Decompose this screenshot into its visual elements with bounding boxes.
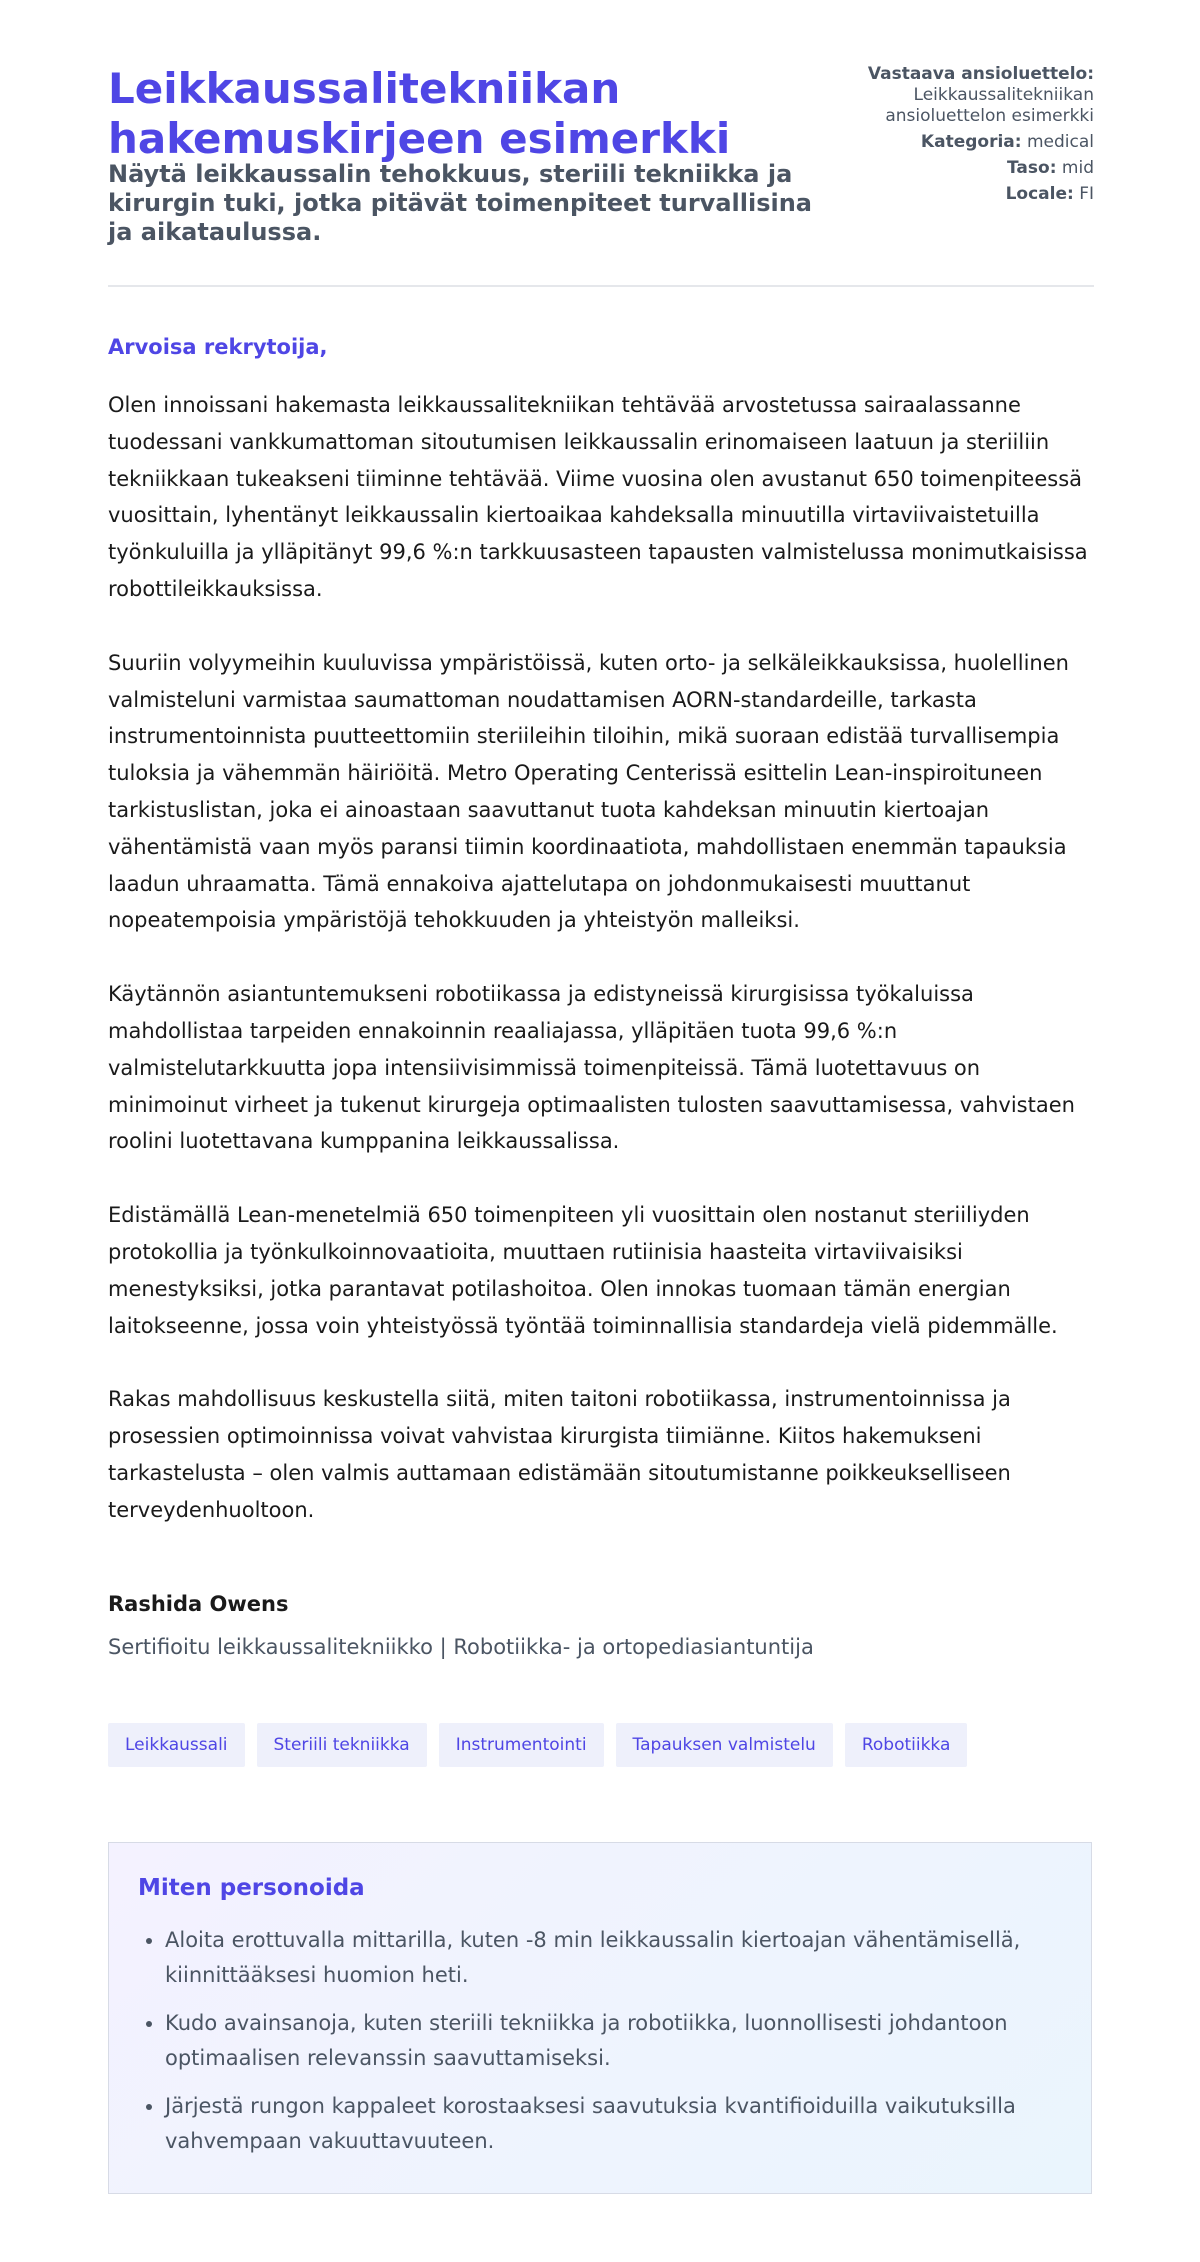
letter-greeting: Arvoisa rekrytoija, — [108, 335, 328, 359]
cover-letter-page — [108, 0, 1094, 2153]
meta-category-label: Kategoria: — [920, 132, 1022, 152]
meta-locale-value: FI — [1079, 184, 1094, 204]
skill-tags — [108, 1723, 967, 1767]
meta-resume-label: Vastaava ansioluettelo: — [867, 64, 1094, 84]
signature-name: Rashida Owens — [108, 1592, 289, 1616]
meta-resume-value[interactable]: Leikkaussalitekniikan ansioluettelon esimerkki — [885, 85, 1094, 126]
meta-locale — [814, 184, 1094, 205]
meta-level-value: mid — [1061, 158, 1094, 178]
letter-paragraph: Rakas mahdollisuus keskustella siitä, miten taitoni robotiikassa, instrumentoinnissa ja prosessien optimoinnissa voivat vahvistaa kirurgista tiimiänne. Kiitos hakemukseni tarkastelusta – olen valmis auttamaan edistämään sitoutumistanne poikkeukselliseen terveydenhuoltoon. — [108, 1387, 1011, 1522]
tips-list-item: • Kudo avainsanoja, kuten steriili tekniikka ja robotiikka, luonnollisesti johdantoon optimaalisen relevanssin saavuttamiseksi. — [165, 2006, 1085, 2076]
tips-title: Miten personoida — [138, 1875, 365, 1901]
tips-list — [135, 1923, 1085, 2172]
page-header — [108, 0, 1094, 287]
meta-resume — [814, 64, 1094, 127]
tips-list-item: • Järjestä rungon kappaleet korostaaksesi saavutuksia kvantifioiduilla vaikutuksilla vahvempaan vakuuttavuuteen. — [165, 2089, 1085, 2159]
meta-panel — [814, 64, 1094, 210]
tips-list-item: • Aloita erottuvalla mittarilla, kuten -8 min leikkaussalin kiertoajan vähentämisellä, kiinnittääksesi huomion heti. — [165, 1923, 1085, 1993]
meta-level — [814, 158, 1094, 179]
skill-tag[interactable]: Leikkaussali — [108, 1723, 245, 1767]
letter-paragraph: Suuriin volyymeihin kuuluvissa ympäristöissä, kuten orto- ja selkäleikkauksissa, huolellinen valmisteluni varmistaa saumattoman noudattamisen AORN-standardeille, tarkasta instrumentoinnista puutteettomiin steriileihin tiloihin, mikä suoraan edistää turvallisempia tuloksia ja vähemmän häiriöitä. Metro Operating Centerissä esittelin Lean-inspiroituneen tarkistuslistan, joka ei ainoastaan saavuttanut tuota kahdeksan minuutin kiertoajan vähentämistä vaan myös paransi tiimin koordinaatiota, mahdollistaen enemmän tapauksia laadun uhraamatta. Tämä ennakoiva ajattelutapa on johdonmukaisesti muuttanut nopeatempoisia ympäristöjä tehokkuuden ja yhteistyön malleiksi. — [108, 650, 1069, 933]
meta-level-label: Taso: — [1007, 158, 1057, 178]
letter-paragraph: Edistämällä Lean-menetelmiä 650 toimenpiteen yli vuosittain olen nostanut steriiliyden protokollia ja työnkulkoinnovaatioita, muuttaen rutiinisia haasteita virtaviivaisiksi menestyksiksi, jotka parantavat potilashoitoa. Olen innokas tuomaan tämän energian laitokseenne, jossa voin yhteistyössä työntää toiminnallisia standardeja vielä pidemmälle. — [108, 1203, 1058, 1338]
signature-title: Sertifioitu leikkaussalitekniikko | Robotiikka- ja ortopediasiantuntija — [108, 1635, 814, 1659]
skill-tag[interactable]: Tapauksen valmistelu — [616, 1723, 833, 1767]
skill-tag[interactable]: Steriili tekniikka — [257, 1723, 427, 1767]
skill-tag[interactable]: Robotiikka — [845, 1723, 968, 1767]
skill-tag[interactable]: Instrumentointi — [439, 1723, 604, 1767]
meta-category — [814, 132, 1094, 153]
letter-paragraph: Käytännön asiantuntemukseni robotiikassa ja edistyneissä kirurgisissa työkaluissa mahdollistaa tarpeiden ennakoinnin reaaliajassa, ylläpitäen tuota 99,6 %:n valmistelutarkkuutta jopa intensiivisimmissä toimenpiteissä. Tämä luotettavuus on minimoinut virheet ja tukenut kirurgeja optimaalisten tulosten saavuttamisessa, vahvistaen roolini luotettavana kumppanina leikkaussalissa. — [108, 982, 1075, 1154]
page-subtitle: Näytä leikkaussalin tehokkuus, steriili tekniikka ja kirurgin tuki, jotka pitävät toimenpiteet turvallisina ja aikataulussa. — [108, 160, 812, 246]
letter-body — [108, 387, 1094, 1566]
letter-paragraph: Olen innoissani hakemasta leikkaussalitekniikan tehtävää arvostetussa sairaalassanne tuodessani vankkumattoman sitoutumisen leikkaussalin erinomaiseen laatuun ja steriiliin tekniikkaan tukeakseni tiiminne tehtävää. Viime vuosina olen avustanut 650 toimenpiteessä vuosittain, lyhentänyt leikkaussalin kiertoaikaa kahdeksalla minuutilla virtaviivaistetuilla työnkuluilla ja ylläpitänyt 99,6 %:n tarkkuusasteen tapausten valmistelussa monimutkaisissa robottileikkauksissa. — [108, 393, 1088, 601]
personalization-tips-box — [108, 1842, 1092, 2194]
meta-locale-label: Locale: — [1005, 184, 1074, 204]
page-title: Leikkaussalitekniikan hakemuskirjeen esimerkki — [108, 64, 731, 163]
meta-category-value: medical — [1026, 132, 1094, 152]
